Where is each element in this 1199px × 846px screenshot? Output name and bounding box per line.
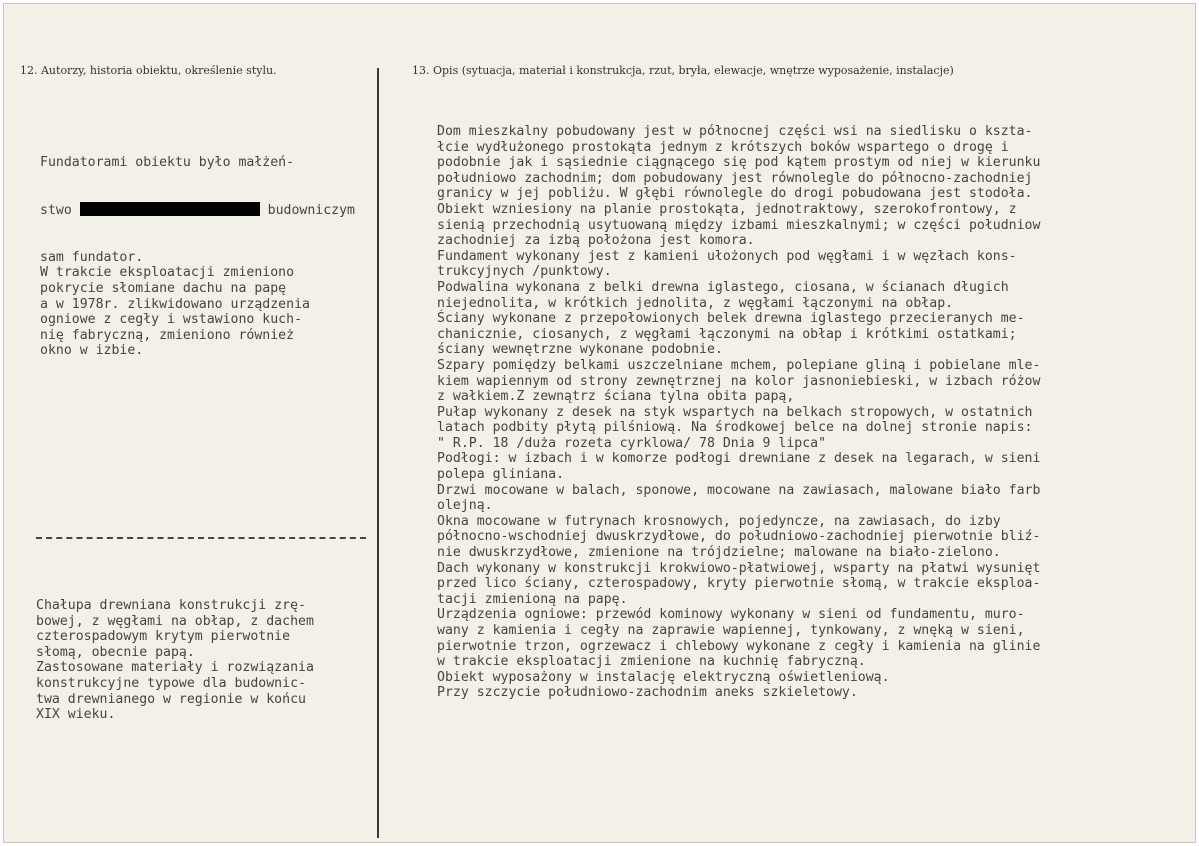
- description-line: Dom mieszkalny pobudowany jest w północnej części wsi na siedlisku o kszta-: [437, 124, 1033, 139]
- description-line: sienią przechodnią usytuowaną między izbami mieszkalnymi; w części południow: [437, 217, 1041, 233]
- style-line: XIX wieku.: [36, 707, 116, 723]
- style-line: słomą, obecnie papą.: [36, 644, 195, 660]
- description-line: ściany wewnętrzne wykonane podobnie.: [437, 342, 723, 358]
- section-12-header: 12. Autorzy, historia obiektu, określenie stylu.: [20, 64, 277, 77]
- style-description-text: [36, 598, 314, 723]
- object-description-text: [437, 124, 1040, 701]
- description-line: Fundament wykonany jest z kamieni ułożonych pod węgłami i w węzłach kons-: [437, 248, 1017, 264]
- description-line: tacji zmienioną na papę.: [437, 591, 628, 607]
- description-line: przed lico ściany, czterospadowy, kryty pierwotnie słomą, w trakcie eksploa-: [437, 576, 1041, 592]
- history-line: nię fabryczną, zmieniono również: [40, 327, 295, 343]
- description-line: latach podbity płytą pilśniową. Na środkowej belce na dolnej stronie napis:: [437, 420, 1033, 436]
- description-line: Podłogi: w izbach i w komorze podłogi drewniane z desek na legarach, w sieni: [437, 451, 1041, 467]
- style-line: konstrukcyjne typowe dla budownic-: [36, 675, 306, 691]
- description-line: Przy szczycie południowo-zachodnim aneks szkieletowy.: [437, 685, 858, 701]
- description-line: podobnie jak i sąsiednie ciągnącego się pod kątem prostym od niej w kierunku: [437, 155, 1041, 171]
- style-line: twa drewnianego w regionie w końcu: [36, 691, 306, 707]
- history-line-redacted: [40, 202, 355, 219]
- description-line: nie dwuskrzydłowe, zmienione na trójdzielne; malowane na biało-zielono.: [437, 545, 1001, 561]
- history-line: ogniowe z cegły i wstawiono kuch-: [40, 312, 303, 328]
- history-lines: [40, 250, 355, 359]
- description-line: Szpary pomiędzy belkami uszczelniane mchem, polepiane gliną i pobielane mle-: [437, 357, 1041, 373]
- column-divider: [377, 68, 379, 838]
- description-line: Urządzenia ogniowe: przewód kominowy wykonany w sieni od fundamentu, muro-: [437, 607, 1025, 623]
- description-line: łcie wydłużonego prostokąta jednym z krótszych boków wspartego o drogę i: [437, 139, 1009, 155]
- description-line: zachodniej za izbą położona jest komora.: [437, 233, 755, 249]
- history-line: sam fundator.: [40, 249, 144, 265]
- description-line: Okna mocowane w futrynach krosnowych, pojedyncze, na zawiasach, do izby: [437, 513, 1001, 529]
- redaction-bar: [80, 202, 260, 216]
- history-text: [40, 124, 355, 375]
- description-line: północno-wschodniej dwuskrzydłowe, do południowo-zachodniej pierwotnie bliź-: [437, 529, 1041, 545]
- description-line: granicy w jej pobliżu. W głębi równolegle do drogi pobudowana jest stodoła.: [437, 186, 1033, 202]
- description-line: Pułap wykonany z desek na styk wspartych na belkach stropowych, w ostatnich: [437, 404, 1033, 420]
- description-line: " R.P. 18 /duża rozeta cyrklowa/ 78 Dnia 9 lipca": [437, 435, 827, 451]
- style-line: czterospadowym krytym pierwotnie: [36, 629, 291, 645]
- description-line: Obiekt wzniesiony na planie prostokąta, jednotraktowy, szerokofrontowy, z: [437, 201, 1017, 217]
- description-line: pierwotnie trzon, ogrzewacz i chlebowy wykonane z cegły i kamienia na glinie: [437, 638, 1041, 654]
- description-line: trukcyjnych /punktowy.: [437, 264, 612, 280]
- history-line-start: stwo: [40, 202, 80, 218]
- description-line: Drzwi mocowane w balach, sponowe, mocowane na zawiasach, malowane biało farb: [437, 482, 1041, 498]
- description-line: kiem wapiennym od strony zewnętrznej na kolor jasnoniebieski, w izbach różow: [437, 373, 1041, 389]
- style-line: bowej, z węgłami na obłap, z dachem: [36, 613, 314, 629]
- description-line: wany z kamienia i cegły na zaprawie wapiennej, tynkowany, z wnęką w sieni,: [437, 623, 1025, 638]
- history-line: a w 1978r. zlikwidowano urządzenia: [40, 296, 310, 312]
- description-line: polepa gliniana.: [437, 467, 565, 483]
- description-line: chanicznie, ciosanych, z węgłami łączonymi na obłap i krótkimi ostatkami;: [437, 326, 1017, 342]
- description-line: południowo zachodnim; dom pobudowany jest równolegle do północno-zachodniej: [437, 170, 1033, 186]
- description-line: Dach wykonany w konstrukcji krokwiowo-płatwiowej, wsparty na płatwi wysunięt: [437, 560, 1041, 576]
- section-13-header: 13. Opis (sytuacja, materiał i konstrukcja, rzut, bryła, elewacje, wnętrze wyposażenie, instalacje): [412, 64, 954, 77]
- history-line: pokrycie słomiane dachu na papę: [40, 280, 287, 296]
- description-line: Podwalina wykonana z belki drewna iglastego, ciosana, w ścianach długich: [437, 279, 1009, 295]
- description-line: z wałkiem.Z zewnątrz ściana tylna obita papą,: [437, 389, 795, 405]
- history-line: W trakcie eksploatacji zmieniono: [40, 265, 295, 281]
- style-line: Zastosowane materiały i rozwiązania: [36, 660, 314, 676]
- description-line: olejną.: [437, 498, 493, 514]
- description-line: Ściany wykonane z przepołowionych belek drewna iglastego przecieranych me-: [437, 311, 1025, 327]
- history-line-end: budowniczym: [259, 202, 355, 218]
- history-line: okno w izbie.: [40, 343, 144, 359]
- dashed-separator: [36, 537, 366, 539]
- description-line: Obiekt wyposażony w instalację elektryczną oświetleniową.: [437, 669, 890, 685]
- description-line: niejednolita, w krótkich jednolita, z węgłami łączonymi na obłap.: [437, 295, 954, 311]
- history-line: Fundatorami obiektu było małżeń-: [40, 155, 295, 171]
- description-line: w trakcie eksploatacji zmienione na kuchnię fabryczną.: [437, 654, 866, 670]
- style-line: Chałupa drewniana konstrukcji zrę-: [36, 598, 306, 613]
